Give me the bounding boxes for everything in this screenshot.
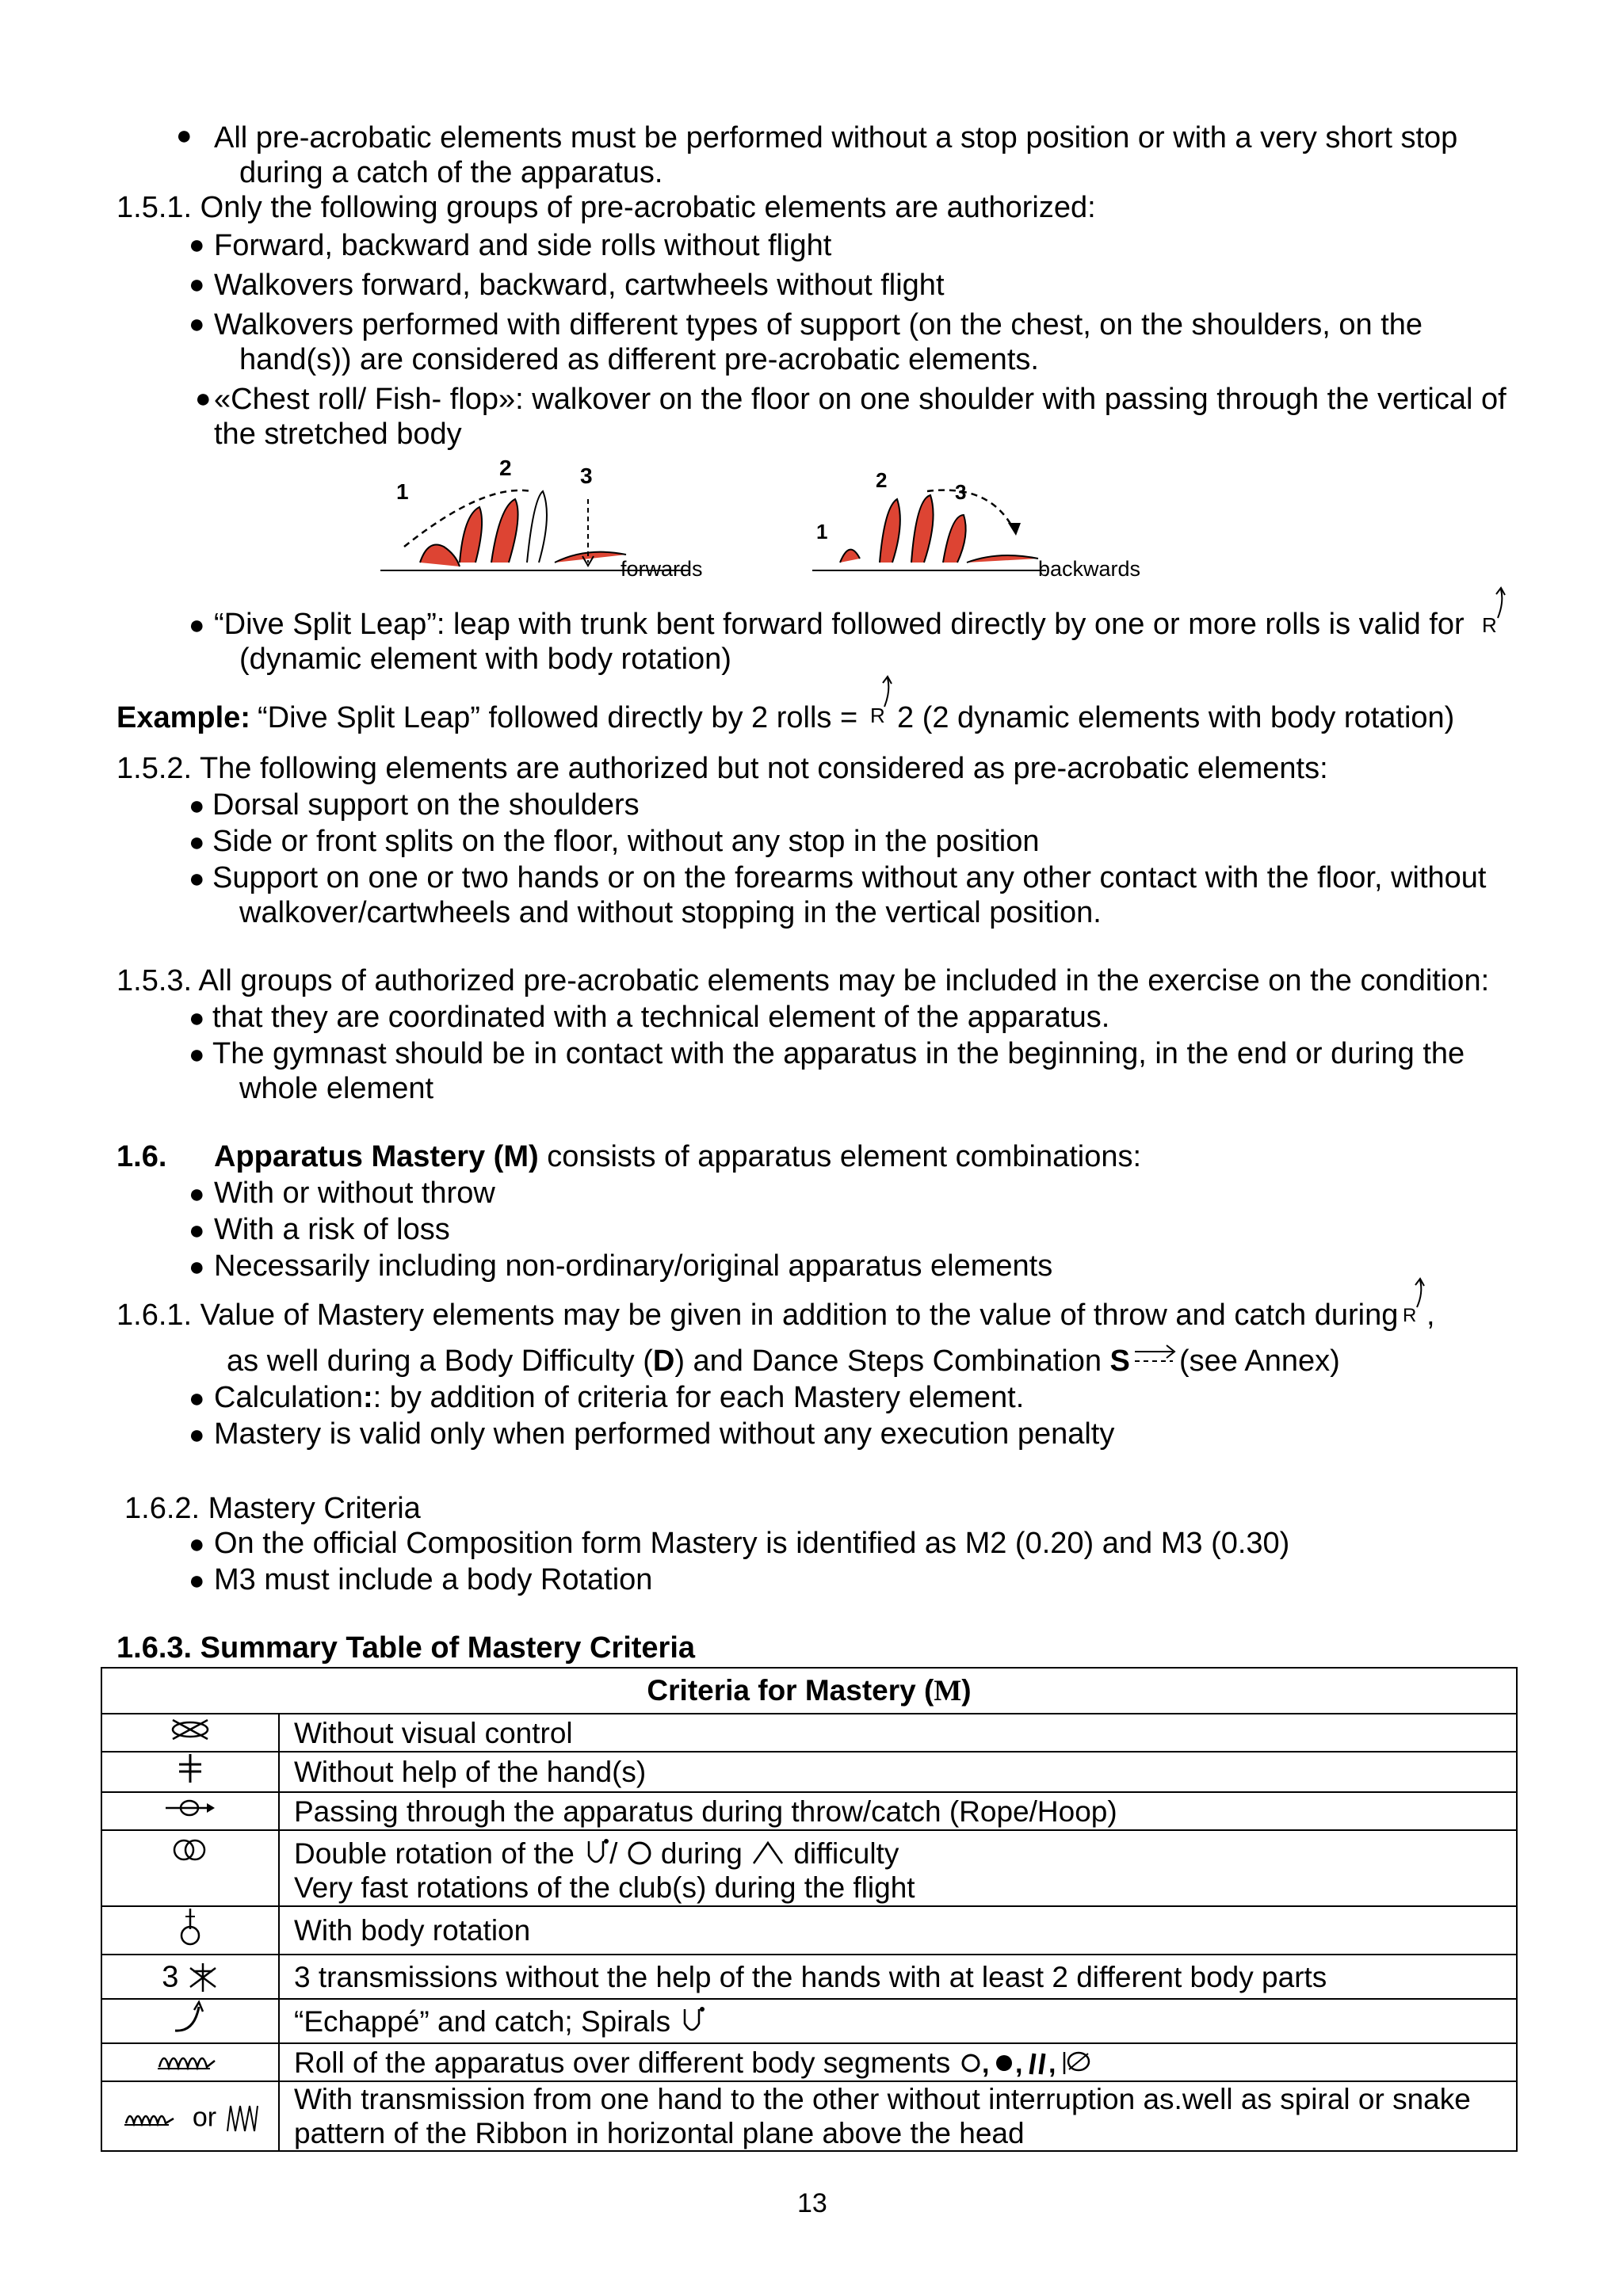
table-cell [279, 2043, 1517, 2081]
section-title-rest: consists of apparatus element combinations: [538, 1140, 1142, 1173]
crossed-hand-icon [101, 1752, 279, 1792]
list-item: Forward, backward and side rolls without flight [214, 229, 832, 262]
table-row [101, 1792, 1517, 1830]
example-label: Example: [116, 701, 250, 734]
list-item: Side or front splits on the floor, without any stop in the position [212, 825, 1040, 858]
list-item: The gymnast should be in contact with the apparatus in the beginning, in the end or during the [212, 1037, 1465, 1070]
bullet-dot: ● [189, 1179, 205, 1209]
apparatus-symbols [958, 2047, 1101, 2079]
paragraph-line: during a catch of the apparatus. [239, 156, 663, 189]
roll-icon [101, 2043, 279, 2081]
list-item: M3 must include a body Rotation [214, 1563, 653, 1596]
list-item: With a risk of loss [214, 1213, 450, 1246]
bullet-dot: ● [189, 791, 205, 821]
section-title: Apparatus Mastery (M) [214, 1140, 539, 1173]
table-header-close: ) [961, 1673, 972, 1707]
text-part: ) and Dance Steps Combination [674, 1344, 1110, 1378]
text-part: Calculation [214, 1381, 363, 1414]
table-cell [279, 1999, 1517, 2043]
text-part: “Echappé” and catch; Spirals [294, 2004, 671, 2038]
table-row [101, 1999, 1517, 2043]
figure-number: 3 [580, 463, 593, 488]
bullet-dot: ● [189, 1215, 205, 1245]
list-item: Mastery is valid only when performed without any execution penalty [214, 1417, 1115, 1451]
page-number: 13 [797, 2188, 827, 2218]
table-row [101, 1906, 1517, 1955]
figure-number: 1 [816, 520, 828, 543]
figure-caption-forwards: forwards [621, 557, 703, 581]
mastery-criteria-table [101, 1667, 1518, 2152]
bullet-dot: ● [176, 120, 193, 151]
paragraph-line: (see Annex) [1179, 1344, 1340, 1378]
hoop-icon [963, 2055, 979, 2071]
transmission-count: 3 [162, 1960, 179, 1994]
list-item: “Dive Split Leap”: leap with trunk bent forward followed directly by one or more rolls is valid for [214, 608, 1465, 641]
chest-roll-backwards-figure [808, 467, 1062, 578]
table-cell: 3 transmissions without the help of the hands with at least 2 different body parts [279, 1955, 1517, 1999]
text-part: : by addition of criteria for each Mastery element. [372, 1381, 1025, 1414]
rope-spiral-icon [678, 2006, 705, 2035]
ball-icon [996, 2055, 1012, 2071]
r-symbol-text: R [1403, 1305, 1417, 1326]
bullet-dot: ● [189, 1003, 205, 1033]
table-header [101, 1668, 1517, 1714]
punctuation: , [1426, 1299, 1435, 1332]
section-heading-1-6 [214, 1139, 1141, 1174]
bullet-dot: ● [189, 1566, 205, 1596]
list-item: Necessarily including non-ordinary/original apparatus elements [214, 1249, 1053, 1283]
bullet-dot: ● [189, 864, 205, 894]
roll-or-zigzag-icon [101, 2081, 279, 2151]
bullet-dot: ● [189, 309, 205, 339]
bullet-dot: ● [189, 1383, 205, 1413]
table-header-text: Criteria for Mastery ( [647, 1673, 934, 1707]
section-heading-1-5-3: 1.5.3. All groups of authorized pre-acrobatic elements may be included in the exercise on the condition: [116, 964, 1490, 997]
figure-number: 2 [876, 468, 888, 492]
example-text: 2 (2 dynamic elements with body rotation) [897, 701, 1455, 734]
list-item: Support on one or two hands or on the forearms without any other contact with the floor, without [212, 861, 1487, 894]
text-part: pattern of the Ribbon in horizontal plane above the head [294, 2117, 1025, 2149]
list-item: walkover/cartwheels and without stopping in the vertical position. [239, 896, 1102, 929]
table-cell: Without visual control [279, 1714, 1517, 1752]
crossed-eye-icon [101, 1714, 279, 1752]
section-heading-1-5-1: 1.5.1. Only the following groups of pre-acrobatic elements are authorized: [116, 191, 1096, 224]
mastery-m-symbol: M [934, 1674, 962, 1707]
double-rotation-icon [101, 1830, 279, 1906]
bullet-dot: ● [189, 1039, 205, 1070]
text-part: With transmission from one hand to the other without interruption as.well as spiral or snake [294, 2083, 1471, 2115]
rotation-r-symbol [1480, 586, 1512, 638]
dance-steps-arrow-icon [1132, 1341, 1179, 1369]
list-item: Walkovers performed with different types of support (on the chest, on the shoulders, on the [214, 308, 1423, 341]
text-part: during [660, 1837, 743, 1870]
list-item: Walkovers forward, backward, cartwheels without flight [214, 269, 945, 302]
bullet-dot: ● [189, 230, 205, 260]
table-row [101, 2043, 1517, 2081]
figure-caption-backwards: backwards [1038, 557, 1141, 581]
list-item: On the official Composition form Mastery is identified as M2 (0.20) and M3 (0.30) [214, 1527, 1290, 1560]
section-heading-1-6-3: 1.6.3. Summary Table of Mastery Criteria [116, 1631, 696, 1665]
paragraph-line [227, 1344, 1130, 1379]
list-item: Calculation:: by addition of criteria for each Mastery element. [214, 1381, 1025, 1414]
table-row [101, 1752, 1517, 1792]
svg-text:,: , [1048, 2048, 1056, 2079]
figure-number: 1 [396, 479, 409, 504]
table-cell: With body rotation [279, 1906, 1517, 1955]
bullet-dot: ● [189, 1420, 205, 1450]
transmission-icon [101, 1955, 279, 1999]
bullet-dot: ● [189, 269, 205, 299]
body-rotation-icon [101, 1906, 279, 1955]
table-cell [279, 2081, 1517, 2151]
figure-number: 2 [499, 456, 512, 480]
bullet-dot: ● [195, 383, 212, 414]
list-item: whole element [239, 1072, 434, 1105]
section-heading-1-6-2: 1.6.2. Mastery Criteria [124, 1492, 421, 1525]
text-part: as well during a Body Difficulty ( [227, 1344, 653, 1378]
section-number-1-6: 1.6. [116, 1140, 167, 1173]
paragraph-line: All pre-acrobatic elements must be performed without a stop position or with a very short stop [214, 121, 1458, 154]
rotation-r-symbol [869, 675, 900, 730]
section-heading-1-6-1: 1.6.1. Value of Mastery elements may be given in addition to the value of throw and catch during [116, 1299, 1399, 1332]
list-item: that they are coordinated with a technical element of the apparatus. [212, 1001, 1110, 1034]
echappe-icon [101, 1999, 279, 2043]
table-row [101, 1714, 1517, 1752]
list-item: With or without throw [214, 1177, 495, 1210]
table-cell: Passing through the apparatus during throw/catch (Rope/Hoop) [279, 1792, 1517, 1830]
rope-icon [582, 1838, 609, 1867]
clubs-icon [1031, 2054, 1044, 2074]
table-cell: Without help of the hand(s) [279, 1752, 1517, 1792]
table-row [101, 2081, 1517, 2151]
bullet-dot: ● [189, 1252, 205, 1282]
or-label: or [192, 2102, 217, 2133]
table-row [101, 1830, 1517, 1906]
difficulty-icon [750, 1840, 785, 1865]
hoop-icon [626, 1840, 653, 1867]
list-item: (dynamic element with body rotation) [239, 643, 731, 676]
table-row [101, 1955, 1517, 1999]
bullet-dot: ● [189, 610, 205, 640]
example-text: “Dive Split Leap” followed directly by 2 rolls = [258, 701, 858, 734]
text-bold-s: S [1109, 1344, 1130, 1378]
text-part: difficulty [793, 1837, 899, 1870]
zigzag-icon [224, 2103, 259, 2133]
bullet-dot: ● [189, 827, 205, 857]
bullet-dot: ● [189, 1529, 205, 1559]
svg-text:,: , [982, 2048, 990, 2079]
r-symbol-text: R [1482, 613, 1497, 637]
r-symbol-text: R [870, 704, 885, 727]
section-heading-1-5-2: 1.5.2. The following elements are authorized but not considered as pre-acrobatic elements: [116, 752, 1328, 785]
svg-text:,: , [1015, 2048, 1023, 2079]
text-part: Double rotation of the [294, 1837, 575, 1870]
table-header-row [101, 1668, 1517, 1714]
list-item: Dorsal support on the shoulders [212, 788, 640, 822]
table-cell [279, 1830, 1517, 1906]
text-part: / [609, 1837, 618, 1870]
list-item: «Chest roll/ Fish- flop»: walkover on the floor on one shoulder with passing through the vertical of [214, 383, 1507, 416]
text-part: Very fast rotations of the club(s) during the flight [294, 1871, 915, 1904]
list-item: hand(s)) are considered as different pre-acrobatic elements. [239, 343, 1039, 376]
pass-through-icon [101, 1792, 279, 1830]
text-bold-d: D [652, 1344, 675, 1378]
text-part: Roll of the apparatus over different body segments [294, 2046, 951, 2079]
figure-number: 3 [955, 480, 967, 504]
list-item: the stretched body [214, 418, 462, 451]
